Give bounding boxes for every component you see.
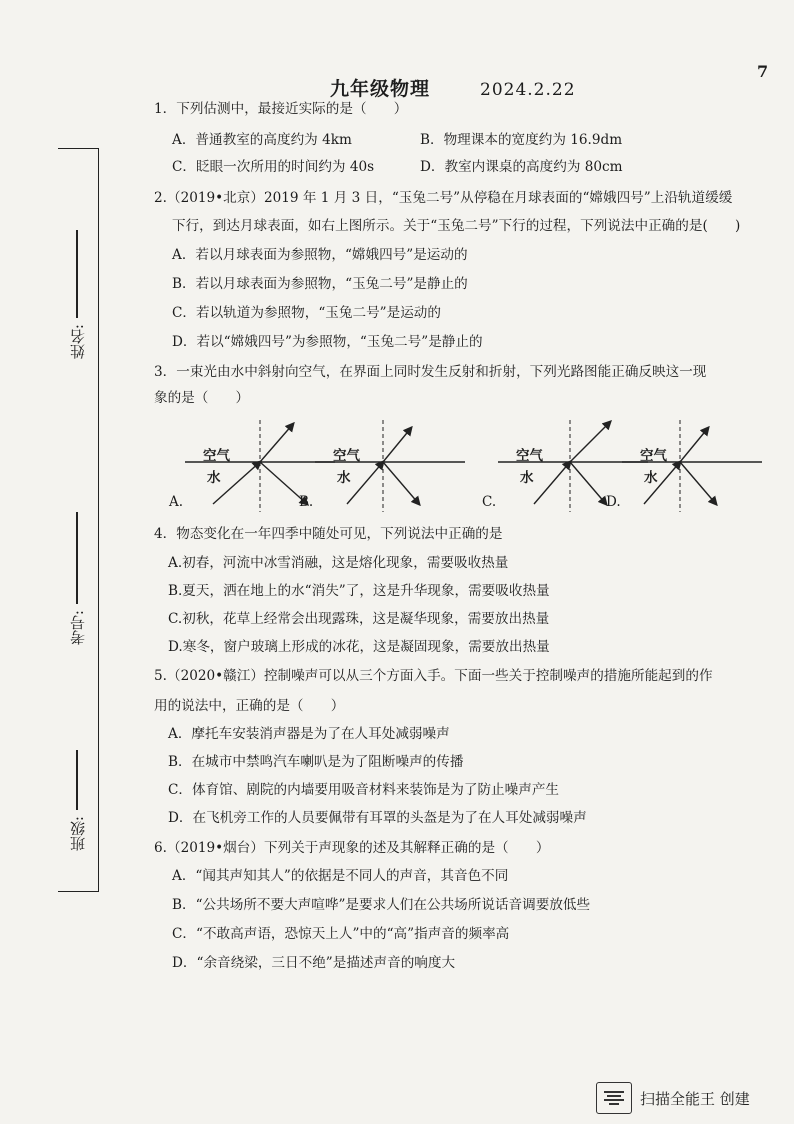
question-5-option-a: A．摩托车安装消声器是为了在人耳处减弱噪声	[168, 726, 450, 742]
exam-title: 九年级物理	[330, 78, 431, 100]
name-line	[76, 230, 77, 318]
exam-no-label: 考号:	[68, 610, 87, 646]
figure-d-water-label: 水	[644, 470, 658, 486]
question-6-option-c: C．“不敢高声语，恐惊天上人”中的“高”指声音的频率高	[172, 926, 510, 942]
name-field	[64, 230, 90, 359]
question-5-option-c: C．体育馆、剧院的内墙要用吸音材料来装饰是为了防止噪声产生	[168, 782, 560, 798]
question-3-stem-line-2: 象的是（ ）	[154, 390, 250, 406]
question-2-stem-line-1: 2.（2019•北京）2019 年 1 月 3 日，“玉兔二号”从停稳在月球表面的“嫦娥四号”上沿轨道缓缓	[154, 190, 733, 206]
question-1-option-b: B．物理课本的宽度约为 16.9dm	[420, 132, 623, 148]
name-label: 姓名:	[68, 324, 87, 360]
question-1-option-c: C．眨眼一次所用的时间约为 40s	[172, 159, 375, 175]
camscanner-logo-icon	[596, 1082, 632, 1114]
class-label: 班级:	[68, 816, 87, 852]
scanner-watermark	[596, 1082, 750, 1114]
figure-c-water-label: 水	[520, 470, 534, 486]
figure-b-option-label: B.	[299, 494, 314, 510]
watermark-text: 扫描全能王 创建	[640, 1089, 750, 1108]
question-2-option-a: A．若以月球表面为参照物，“嫦娥四号”是运动的	[172, 247, 468, 263]
question-2-option-d: D．若以“嫦娥四号”为参照物，“玉兔二号”是静止的	[172, 334, 483, 350]
question-1-option-d: D．教室内课桌的高度约为 80cm	[420, 159, 623, 175]
question-4-option-d: D.寒冬，窗户玻璃上形成的冰花，这是凝固现象，需要放出热量	[168, 639, 550, 655]
figure-d-air-label: 空气	[640, 448, 667, 464]
class-line	[76, 750, 77, 810]
question-2-option-c: C．若以轨道为参照物，“玉兔二号”是运动的	[172, 305, 441, 321]
question-4-option-a: A.初春，河流中冰雪消融，这是熔化现象，需要吸收热量	[168, 555, 509, 571]
question-4-stem: 4．物态变化在一年四季中随处可见，下列说法中正确的是	[154, 526, 503, 542]
figure-a-air-label: 空气	[203, 448, 230, 464]
page-number: 7	[757, 62, 769, 81]
question-1-option-a: A．普通教室的高度约为 4km	[172, 132, 352, 148]
question-5-stem-line-1: 5.（2020•赣江）控制噪声可以从三个方面入手。下面一些关于控制噪声的措施所能起到的作	[154, 668, 713, 684]
question-2-stem-line-2: 下行，到达月球表面，如右上图所示。关于“玉兔二号”下行的过程，下列说法中正确的是( )	[172, 218, 741, 234]
exam-date: 2024.2.22	[480, 80, 576, 100]
exam-header	[330, 74, 576, 101]
question-5-stem-line-2: 用的说法中，正确的是（ ）	[154, 698, 345, 714]
light-path-figure-b	[299, 420, 465, 516]
figure-b-water-label: 水	[337, 470, 351, 486]
exam-no-field	[64, 512, 90, 645]
question-2-option-b: B．若以月球表面为参照物，“玉兔二号”是静止的	[172, 276, 468, 292]
question-6-option-d: D．“余音绕梁，三日不绝”是描述声音的响度大	[172, 955, 456, 971]
question-5-option-d: D．在飞机旁工作的人员要佩带有耳罩的头盔是为了在人耳处减弱噪声	[168, 810, 587, 826]
figure-d-option-label: D.	[606, 494, 621, 510]
figure-a-water-label: 水	[207, 470, 221, 486]
question-3-stem-line-1: 3．一束光由水中斜射向空气，在界面上同时发生反射和折射，下列光路图能正确反映这一现	[154, 364, 707, 380]
figure-b-air-label: 空气	[333, 448, 360, 464]
question-6-option-a: A．“闻其声知其人”的依据是不同人的声音，其音色不同	[172, 868, 509, 884]
question-4-option-b: B.夏天，洒在地上的水“消失”了，这是升华现象，需要吸收热量	[168, 583, 550, 599]
light-path-figure-d	[606, 420, 772, 516]
question-1-stem: 1．下列估测中，最接近实际的是（ ）	[154, 101, 408, 117]
class-field	[64, 750, 90, 851]
figure-c-air-label: 空气	[516, 448, 543, 464]
question-5-option-b: B．在城市中禁鸣汽车喇叭是为了阻断噪声的传播	[168, 754, 464, 770]
exam-no-line	[76, 512, 77, 604]
figure-a-option-label: A.	[169, 494, 184, 510]
question-6-option-b: B．“公共场所不要大声喧哗”是要求人们在公共场所说话音调要放低些	[172, 897, 591, 913]
question-6-stem: 6.（2019•烟台）下列关于声现象的述及其解释正确的是（ ）	[154, 840, 550, 856]
question-4-option-c: C.初秋，花草上经常会出现露珠，这是凝华现象，需要放出热量	[168, 611, 550, 627]
figure-c-option-label: C.	[482, 494, 497, 510]
